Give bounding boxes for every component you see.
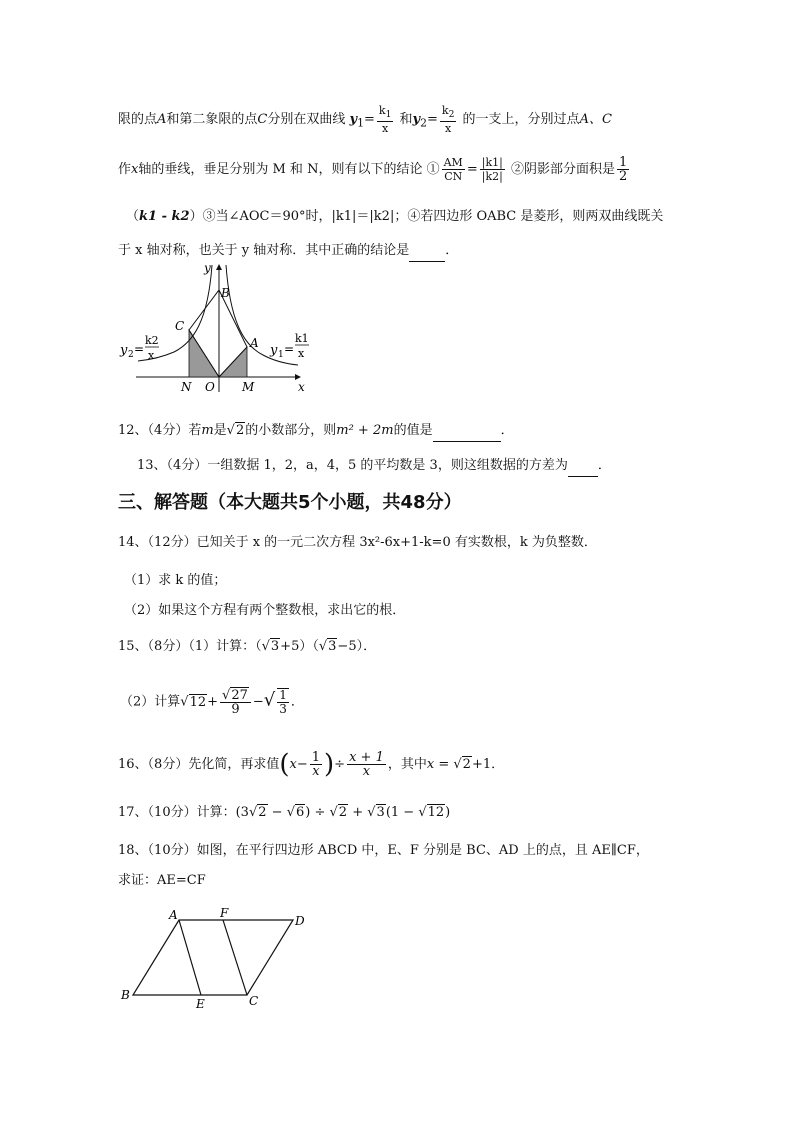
answer-blank-12[interactable] — [433, 421, 501, 442]
q16: 16、（8分）先化简，再求值(x− $\frac{1}{x}$ )÷ $\frac{x + 1}{x}$ ，其中x = √2+1． — [118, 749, 505, 780]
label-k1: k1 — [295, 332, 309, 345]
sqrt-2: √2 — [226, 423, 245, 438]
label-O: O — [205, 380, 215, 394]
svg-text:=: = — [134, 342, 145, 356]
section-title: 三、解答题（本大题共5个小题，共48分） — [118, 492, 462, 513]
svg-text:x: x — [298, 347, 305, 360]
q14-part1: （1）求 k 的值； — [124, 573, 227, 588]
sqrt27-over-9: $\frac{√27}{9}$ — [220, 689, 251, 716]
q13: 13、（4分）一组数据 1，2，a，4，5 的平均数是 3，则这组数据的方差为 ． — [137, 456, 611, 477]
q11-line3: （k1 - k2）③当∠AOC＝90°时，|k1|＝|k2|；④若四边形 OABC 是菱形，则两双曲线既关 — [126, 209, 664, 224]
q11-line4: 于 x 轴对称，也关于 y 轴对称．其中正确的结论是 ． — [118, 241, 458, 262]
segment-fc — [223, 920, 247, 995]
label-C: C — [175, 319, 185, 333]
label-E: E — [196, 997, 205, 1010]
q11-line1: 限的点A和第二象限的点C分别在双曲线 $y_1=$ $\frac{k_1}{x}$ 和$y_2=$ $\frac{k_2}{x}$ 的一支上，分别过点A、C — [118, 104, 612, 136]
label-B: B — [121, 988, 130, 1002]
label-y: y — [204, 261, 211, 275]
abs-k-fraction: $\frac{|k1|}{|k2|}$ — [481, 156, 503, 183]
half-fraction: $\frac{1}{2}$ — [618, 155, 628, 184]
q15-part2: （2）计算√12+ $\frac{√27}{9}$ −√ $\frac{1}{3}$ ． — [120, 687, 304, 717]
am-cn-fraction: $\frac{AM}{CN}$ — [443, 156, 463, 183]
parallelogram-figure — [117, 905, 317, 1010]
svg-text:2: 2 — [128, 350, 134, 360]
q18-line2: 求证：AE=CF — [118, 873, 206, 888]
q18-line1: 18、（10分）如图，在平行四边形 ABCD 中，E、F 分别是 BC、AD 上的点，且 AE∥CF， — [118, 843, 649, 858]
label-A: A — [250, 336, 259, 350]
answer-blank-13[interactable] — [568, 456, 598, 477]
q12: 12、（4分）若m是√2的小数部分，则m² + 2m的值是 ． — [118, 421, 514, 442]
svg-text:x: x — [148, 349, 155, 362]
q14-part2: （2）如果这个方程有两个整数根，求出它的根． — [124, 603, 406, 618]
label-D: D — [295, 914, 305, 928]
q11-line2: 作x轴的垂线，垂足分别为 M 和 N，则有以下的结论 ① $\frac{AM}{CN}$ = $\frac{|k1|}{|k2|}$ ②阴影部分面积是 $\frac{1}{2}$ — [118, 155, 628, 184]
label-M: M — [242, 380, 255, 394]
svg-text:1: 1 — [278, 350, 284, 360]
svg-text:=: = — [284, 342, 295, 356]
label-k2: k2 — [145, 334, 159, 347]
q14: 14、（12分）已知关于 x 的一元二次方程 3x²-6x+1-k=0 有实数根，k 为负整数． — [118, 535, 597, 550]
q15-part1: 15、（8分）（1）计算：（√3+5）（√3−5）． — [118, 639, 377, 654]
k2-over-x-fraction: $\frac{k_2}{x}$ — [441, 104, 455, 136]
label-B: B — [221, 286, 230, 300]
answer-blank-11[interactable] — [409, 241, 445, 262]
k1-over-x-fraction: $\frac{k_1}{x}$ — [378, 104, 392, 136]
label-F: F — [220, 906, 229, 920]
label-x: x — [298, 380, 305, 394]
hyperbola-figure — [118, 260, 318, 395]
label-y1: y — [270, 343, 278, 358]
q17: 17、（10分）计算：(3√2 − √6) ÷ √2 + √3(1 − √12) — [118, 805, 451, 820]
label-N: N — [181, 380, 192, 394]
parallelogram-abcd — [133, 920, 293, 995]
segment-ae — [179, 920, 201, 995]
label-A: A — [169, 908, 178, 922]
label-y2: y — [120, 343, 128, 358]
label-C: C — [249, 994, 259, 1008]
